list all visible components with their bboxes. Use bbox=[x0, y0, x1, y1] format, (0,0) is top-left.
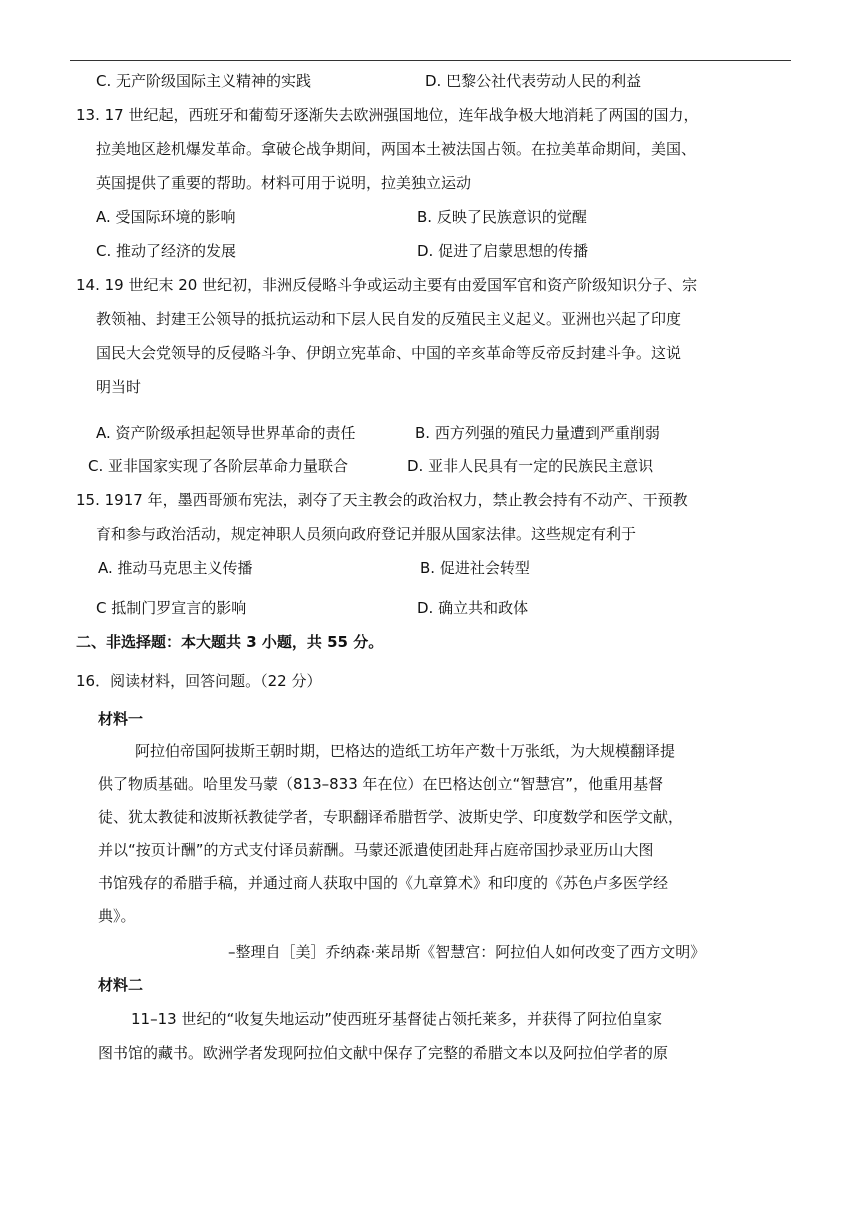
material-1-label: 材料一 bbox=[98, 710, 144, 728]
q14-option-d: D. 亚非人民具有一定的民族民主意识 bbox=[407, 457, 654, 475]
q14-option-a: A. 资产阶级承担起领导世界革命的责任 bbox=[96, 424, 356, 442]
q14-stem-line-2: 教领袖、封建王公领导的抵抗运动和下层人民自发的反殖民主义起义。亚洲也兴起了印度 bbox=[96, 310, 682, 328]
material-1-line-2: 供了物质基础。哈里发马蒙（813–833 年在位）在巴格达创立“智慧宫”，他重用基督 bbox=[98, 775, 664, 793]
material-2-line-2: 图书馆的藏书。欧洲学者发现阿拉伯文献中保存了完整的希腊文本以及阿拉伯学者的原 bbox=[98, 1044, 669, 1062]
material-1-line-3: 徒、犹太教徒和波斯袄教徒学者，专职翻译希腊哲学、波斯史学、印度数学和医学文献， bbox=[98, 808, 684, 826]
material-1-line-1: 阿拉伯帝国阿拔斯王朝时期，巴格达的造纸工坊年产数十万张纸，为大规模翻译提 bbox=[135, 742, 676, 760]
section-heading: 二、非选择题：本大题共 3 小题，共 55 分。 bbox=[76, 633, 384, 651]
q16-title: 16．阅读材料，回答问题。（22 分） bbox=[76, 672, 322, 690]
material-2-label: 材料二 bbox=[98, 976, 144, 994]
q14-stem-line-3: 国民大会党领导的反侵略斗争、伊朗立宪革命、中国的辛亥革命等反帝反封建斗争。这说 bbox=[96, 344, 682, 362]
q15-option-c: C 抵制门罗宣言的影响 bbox=[96, 599, 247, 617]
q13-stem-line-3: 英国提供了重要的帮助。材料可用于说明，拉美独立运动 bbox=[96, 174, 472, 192]
q15-option-d: D. 确立共和政体 bbox=[417, 599, 529, 617]
material-1-line-4: 并以“按页计酬”的方式支付译员薪酬。马蒙还派遣使团赴拜占庭帝国抄录亚历山大图 bbox=[98, 841, 654, 859]
q13-stem-line-2: 拉美地区趁机爆发革命。拿破仑战争期间，两国本土被法国占领。在拉美革命期间，美国、 bbox=[96, 140, 697, 158]
q15-option-a: A. 推动马克思主义传播 bbox=[98, 559, 253, 577]
material-2-line-1: 11–13 世纪的“收复失地运动”使西班牙基督徒占领托莱多，并获得了阿拉伯皇家 bbox=[131, 1010, 662, 1028]
q13-stem-line-1: 13. 17 世纪起，西班牙和葡萄牙逐渐失去欧洲强国地位，连年战争极大地消耗了两国的国力， bbox=[76, 106, 699, 124]
q14-option-c: C. 亚非国家实现了各阶层革命力量联合 bbox=[88, 457, 349, 475]
q13-option-c: C. 推动了经济的发展 bbox=[96, 242, 237, 260]
q15-option-b: B. 促进社会转型 bbox=[420, 559, 530, 577]
material-1-line-6: 典》。 bbox=[98, 907, 136, 925]
q13-option-b: B. 反映了民族意识的觉醒 bbox=[417, 208, 587, 226]
q12-option-d: D. 巴黎公社代表劳动人民的利益 bbox=[425, 72, 642, 90]
q14-option-b: B. 西方列强的殖民力量遭到严重削弱 bbox=[415, 424, 660, 442]
q13-option-a: A. 受国际环境的影响 bbox=[96, 208, 236, 226]
q14-stem-line-4: 明当时 bbox=[96, 378, 142, 396]
q14-stem-line-1: 14. 19 世纪末 20 世纪初，非洲反侵略斗争或运动主要有由爱国军官和资产阶级知识分子、宗 bbox=[76, 276, 698, 294]
material-1-line-5: 书馆残存的希腊手稿，并通过商人获取中国的《九章算术》和印度的《苏色卢多医学经 bbox=[98, 874, 669, 892]
q13-option-d: D. 促进了启蒙思想的传播 bbox=[417, 242, 589, 260]
q15-stem-line-2: 育和参与政治活动，规定神职人员须向政府登记并服从国家法律。这些规定有利于 bbox=[96, 525, 637, 543]
q15-stem-line-1: 15. 1917 年，墨西哥颁布宪法，剥夺了天主教会的政治权力，禁止教会持有不动产、干预教 bbox=[76, 491, 688, 509]
q12-option-c: C. 无产阶级国际主义精神的实践 bbox=[96, 72, 312, 90]
material-1-source: –整理自［美］乔纳森·莱昂斯《智慧宫：阿拉伯人如何改变了西方文明》 bbox=[228, 943, 706, 961]
header-rule bbox=[70, 60, 791, 61]
